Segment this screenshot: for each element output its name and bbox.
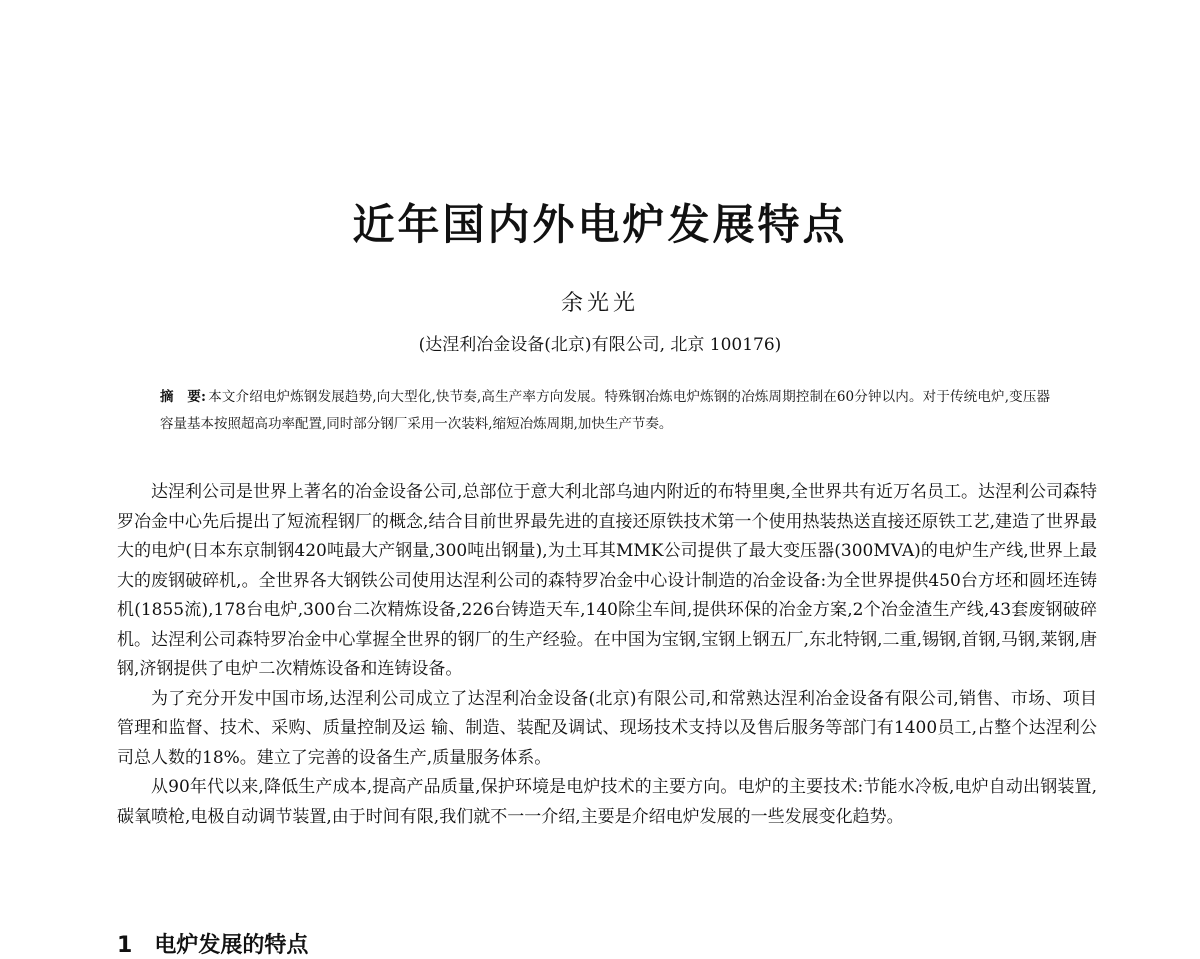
paragraph: 达涅利公司是世界上著名的冶金设备公司,总部位于意大利北部乌迪内附近的布特里奥,全世界共有近万名员工。达涅利公司森特罗冶金中心先后提出了短流程钢厂的概念,结合目前世界最先进的直接还原铁技术第一个使用热装热送直接还原铁工艺,建造了世界最大的电炉(日本东京制钢420吨最大产钢量,300吨出钢量),为土耳其MMK公司提供了最大变压器(300MVA)的电炉生产线,世界上最大的废钢破碎机,。全世界各大钢铁公司使用达涅利公司的森特罗冶金中心设计制造的冶金设备:为全世界提供450台方坯和圆坯连铸机(1855流),178台电炉,300台二次精炼设备,226台铸造天车,140除尘车间,提供环保的冶金方案,2个冶金渣生产线,43套废钢破碎机。达涅利公司森特罗冶金中心掌握全世界的钢厂的生产经验。在中国为宝钢,宝钢上钢五厂,东北特钢,二重,锡钢,首钢,马钢,莱钢,唐钢,济钢提供了电炉二次精炼设备和连铸设备。 — [117, 482, 1097, 679]
abstract-text: 本文介绍电炉炼钢发展趋势,向大型化,快节奏,高生产率方向发展。特殊钢冶炼电炉炼钢的冶炼周期控制在60分钟以内。对于传统电炉,变压器容量基本按照超高功率配置,同时部分钢厂采用一次装料,缩短冶炼周期,加快生产节奏。 — [160, 389, 1051, 432]
section-title: 电炉发展的特点 — [154, 933, 309, 958]
section-heading — [117, 928, 308, 959]
abstract-label: 摘 要: — [160, 389, 207, 405]
author-name: 余光光 — [560, 291, 639, 316]
author-affiliation: (达涅利冶金设备(北京)有限公司, 北京 100176) — [418, 335, 782, 355]
section-number: 1 — [117, 933, 133, 958]
paragraph: 从90年代以来,降低生产成本,提高产品质量,保护环境是电炉技术的主要方向。电炉的主要技术:节能水冷板,电炉自动出钢装置,碳氧喷枪,电极自动调节装置,由于时间有限,我们就不一一介绍,主要是介绍电炉发展的一些发展变化趋势。 — [117, 777, 1097, 827]
body-text — [117, 478, 1097, 832]
abstract — [160, 384, 1050, 438]
paragraph: 为了充分开发中国市场,达涅利公司成立了达涅利冶金设备(北京)有限公司,和常熟达涅利冶金设备有限公司,销售、市场、项目管理和监督、技术、采购、质量控制及运 输、制造、装配及调试、现场技术支持以及售后服务等部门有1400员工,占整个达涅利公司总人数的18%。建立了完善的设备生产,质量服务体系。 — [117, 688, 1097, 768]
paper-title: 近年国内外电炉发展特点 — [352, 200, 848, 249]
